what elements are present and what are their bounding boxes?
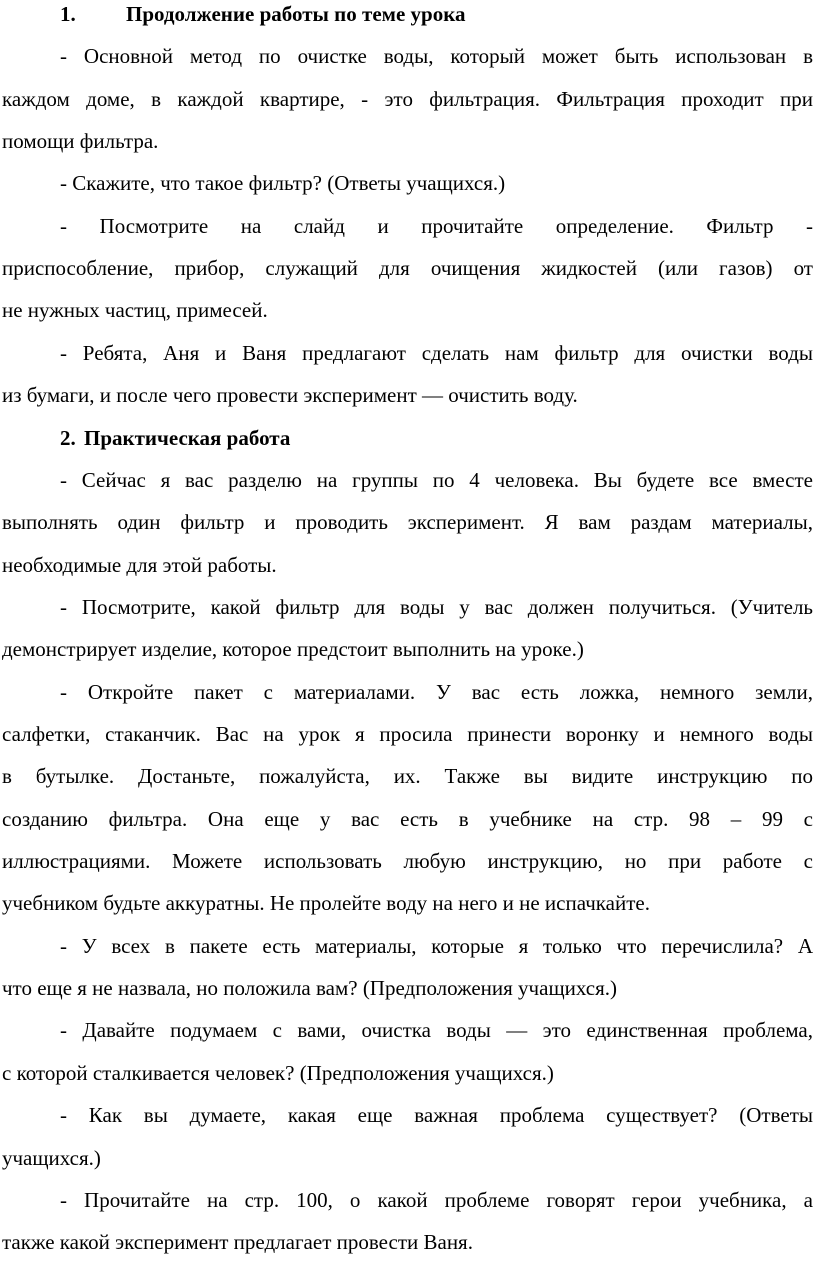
paragraph-line: необходимые для этой работы.: [2, 552, 277, 577]
paragraph-line: выполнять один фильтр и проводить эксперимент. Я вам раздам материалы,: [2, 510, 813, 535]
paragraph-line: иллюстрациями. Можете использовать любую инструкцию, но при работе с: [2, 849, 813, 874]
paragraph-line: демонстрирует изделие, которое предстоит выполнить на уроке.): [2, 637, 584, 662]
paragraph-line: каждом доме, в каждой квартире, - это фильтрация. Фильтрация проходит при: [2, 86, 813, 111]
paragraph-line: учащихся.): [2, 1145, 101, 1170]
paragraph-line: - Давайте подумаем с вами, очистка воды — это единственная проблема,: [60, 1018, 813, 1043]
section-2-heading: [60, 415, 813, 462]
paragraph-line: - Посмотрите, какой фильтр для воды у вас должен получиться. (Учитель: [60, 594, 813, 619]
paragraph-line: - Ребята, Аня и Ваня предлагают сделать нам фильтр для очистки воды: [60, 340, 813, 365]
paragraph-line: приспособление, прибор, служащий для очищения жидкостей (или газов) от: [2, 256, 813, 281]
section-2-number: 2.: [60, 425, 76, 450]
paragraph-line: также какой эксперимент предлагает провести Ваня.: [2, 1230, 473, 1255]
paragraph-line: салфетки, стаканчик. Вас на урок я просила принести воронку и немного воды: [2, 721, 813, 746]
paragraph-line: учебником будьте аккуратны. Не пролейте воду на него и не испачкайте.: [2, 891, 650, 916]
paragraph-line: - Как вы думаете, какая еще важная проблема существует? (Ответы: [60, 1103, 813, 1128]
section-1-heading: [60, 0, 813, 38]
paragraph-line: - Прочитайте на стр. 100, о какой проблеме говорят герои учебника, а: [60, 1187, 813, 1212]
paragraph-line: созданию фильтра. Она еще у вас есть в учебнике на стр. 98 – 99 с: [2, 806, 813, 831]
paragraph-line: не нужных частиц, примесей.: [2, 298, 268, 323]
paragraph-line: с которой сталкивается человек? (Предположения учащихся.): [2, 1060, 554, 1085]
paragraph-line: из бумаги, и после чего провести эксперимент — очистить воду.: [2, 383, 578, 408]
paragraph-line: помощи фильтра.: [2, 129, 159, 154]
paragraph-line: - Скажите, что такое фильтр? (Ответы учащихся.): [60, 171, 506, 196]
section-1-title: Продолжение работы по теме урока: [126, 2, 466, 26]
paragraph-line: - Основной метод по очистке воды, который может быть использован в: [60, 44, 813, 69]
paragraph-line: - Откройте пакет с материалами. У вас есть ложка, немного земли,: [60, 679, 813, 704]
paragraph-line: - Сейчас я вас разделю на группы по 4 человека. Вы будете все вместе: [60, 467, 813, 492]
paragraph-line: - Посмотрите на слайд и прочитайте определение. Фильтр -: [60, 213, 813, 238]
paragraph-line: в бутылке. Достаньте, пожалуйста, их. Также вы видите инструкцию по: [2, 764, 813, 789]
section-2-title: Практическая работа: [84, 425, 291, 450]
section-1-number: 1.: [60, 2, 76, 26]
paragraph-line: что еще я не назвала, но положила вам? (Предположения учащихся.): [2, 976, 617, 1001]
paragraph-line: - У всех в пакете есть материалы, которые я только что перечислила? А: [60, 933, 813, 958]
